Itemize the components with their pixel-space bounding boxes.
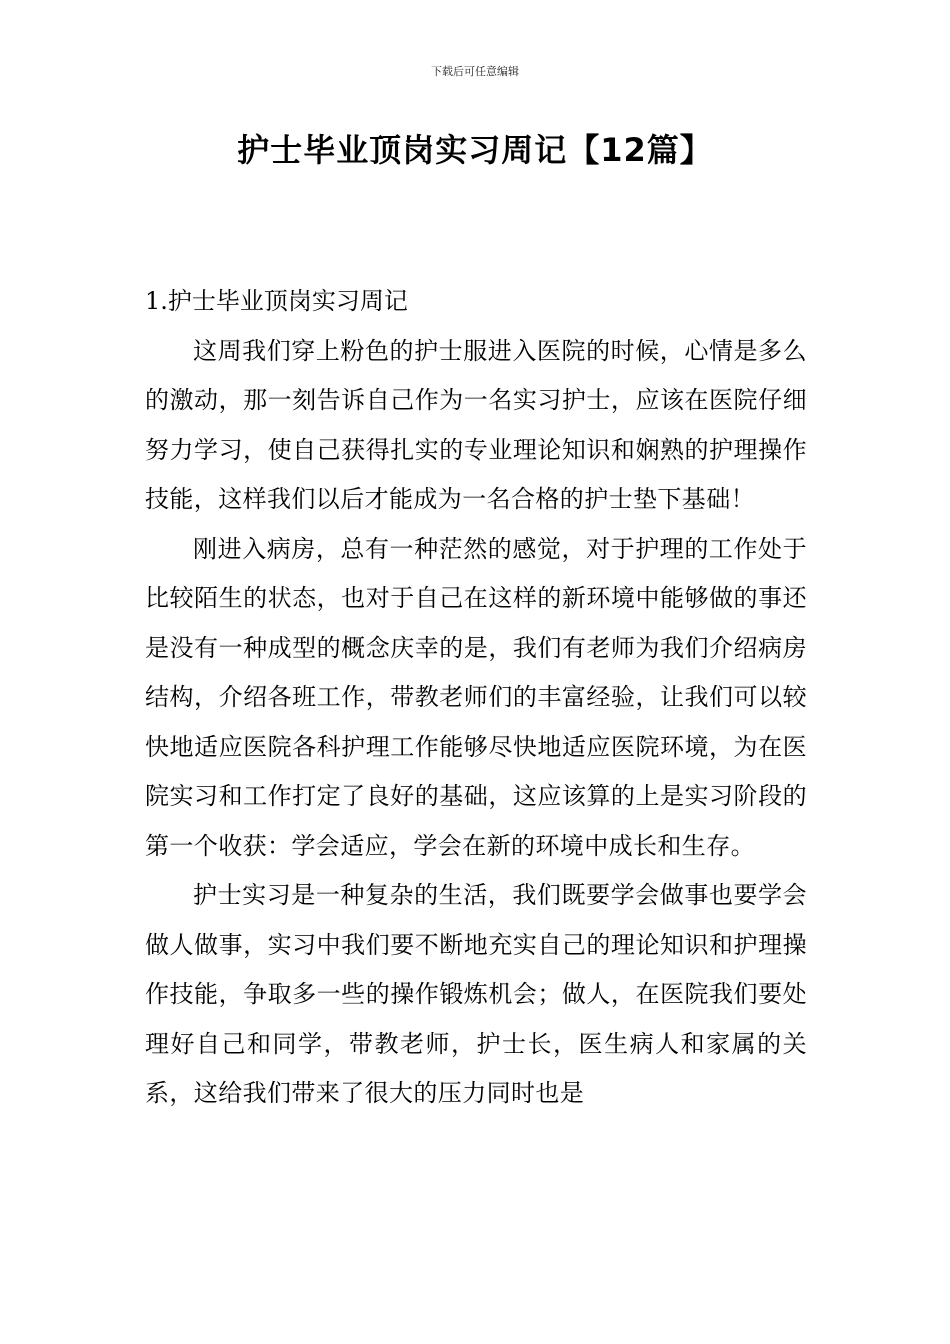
header-note: 下载后可任意编辑 [431, 65, 519, 78]
body-paragraph: 这周我们穿上粉色的护士服进入医院的时候，心情是多么的激动，那一刻告诉自己作为一名实习护士，应该在医院仔细努力学习，使自己获得扎实的专业理论知识和娴熟的护理操作技能，这样我们以后才能成为一名合格的护士垫下基础！ [145, 336, 807, 513]
section-heading: 1.护士毕业顶岗实习周记 [145, 287, 408, 315]
body-paragraph: 护士实习是一种复杂的生活，我们既要学会做事也要学会做人做事，实习中我们要不断地充实自己的理论知识和护理操作技能，争取多一些的操作锻炼机会；做人，在医院我们要处理好自己和同学，带教老师，护士长，医生病人和家属的关系，这给我们带来了很大的压力同时也是 [145, 881, 807, 1107]
document-title: 护士毕业顶岗实习周记【12篇】 [237, 131, 713, 169]
document-body [145, 277, 807, 1119]
body-paragraph: 刚进入病房，总有一种茫然的感觉，对于护理的工作处于比较陌生的状态，也对于自己在这样的新环境中能够做的事还是没有一种成型的概念庆幸的是，我们有老师为我们介绍病房结构，介绍各班工作，带教老师们的丰富经验，让我们可以较快地适应医院各科护理工作能够尽快地适应医院环境，为在医院实习和工作打定了良好的基础，这应该算的上是实习阶段的第一个收获：学会适应，学会在新的环境中成长和生存。 [145, 534, 807, 860]
